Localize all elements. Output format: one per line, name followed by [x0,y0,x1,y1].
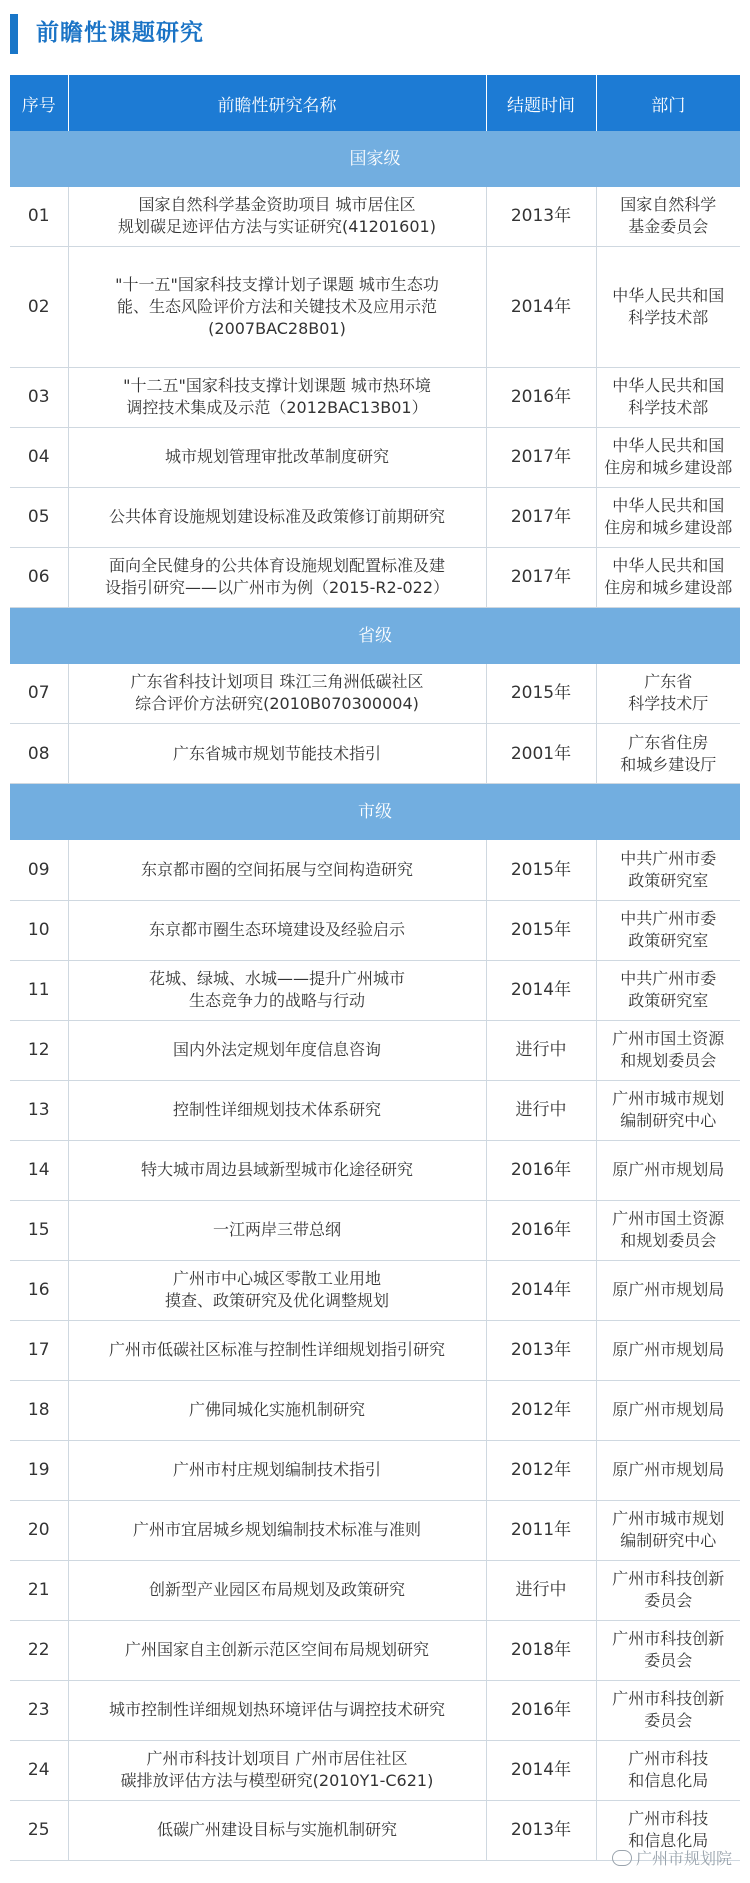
cell-no: 22 [10,1620,68,1680]
cell-dept: 原广州市规划局 [596,1260,740,1320]
cell-dept: 中华人民共和国 住房和城乡建设部 [596,427,740,487]
page-title: 前瞻性课题研究 [36,20,204,46]
table-row [10,1680,740,1740]
cell-time: 2015年 [486,900,596,960]
page-header [0,0,750,70]
cell-no: 24 [10,1740,68,1800]
table-row [10,367,740,427]
cell-time: 2013年 [486,1320,596,1380]
cell-time: 2012年 [486,1440,596,1500]
table-row [10,1620,740,1680]
section-row [10,607,740,664]
table-row [10,187,740,246]
cell-dept: 原广州市规划局 [596,1440,740,1500]
cell-time: 2014年 [486,246,596,367]
section-row [10,131,740,187]
cell-name: 城市规划管理审批改革制度研究 [68,427,486,487]
title-accent-bar [10,14,18,54]
table-row [10,1020,740,1080]
cell-no: 13 [10,1080,68,1140]
cell-no: 08 [10,724,68,784]
table-row [10,1560,740,1620]
watermark [612,1846,732,1869]
cell-no: 09 [10,840,68,900]
cell-name: 特大城市周边县域新型城市化途径研究 [68,1140,486,1200]
cell-no: 15 [10,1200,68,1260]
table-row [10,427,740,487]
cell-no: 07 [10,664,68,724]
cell-dept: 广东省 科学技术厅 [596,664,740,724]
cell-time: 2016年 [486,367,596,427]
cell-name: 一江两岸三带总纲 [68,1200,486,1260]
cell-name: 广州市宜居城乡规划编制技术标准与准则 [68,1500,486,1560]
cell-time: 2013年 [486,1800,596,1860]
cell-dept: 广州市科技 和信息化局 [596,1740,740,1800]
cell-dept: 中华人民共和国 住房和城乡建设部 [596,487,740,547]
cell-dept: 中共广州市委 政策研究室 [596,900,740,960]
cell-name: 控制性详细规划技术体系研究 [68,1080,486,1140]
cell-dept: 广州市国土资源 和规划委员会 [596,1200,740,1260]
cell-no: 02 [10,246,68,367]
cell-name: 国内外法定规划年度信息咨询 [68,1020,486,1080]
table-row [10,547,740,607]
cell-dept: 广州市科技创新 委员会 [596,1680,740,1740]
cell-name: 面向全民健身的公共体育设施规划配置标准及建 设指引研究——以广州市为例（2015-R2-022） [68,547,486,607]
cell-dept: 广东省住房 和城乡建设厅 [596,724,740,784]
cell-dept: 原广州市规划局 [596,1140,740,1200]
table-row [10,487,740,547]
cell-no: 19 [10,1440,68,1500]
section-row [10,784,740,841]
cell-dept: 国家自然科学 基金委员会 [596,187,740,246]
cell-no: 23 [10,1680,68,1740]
cell-dept: 广州市国土资源 和规划委员会 [596,1020,740,1080]
cell-name: 创新型产业园区布局规划及政策研究 [68,1560,486,1620]
cell-name: "十二五"国家科技支撑计划课题 城市热环境 调控技术集成及示范（2012BAC13B01） [68,367,486,427]
cell-dept: 广州市科技创新 委员会 [596,1560,740,1620]
cell-time: 2015年 [486,664,596,724]
cell-no: 04 [10,427,68,487]
table-row [10,1140,740,1200]
cell-time: 2001年 [486,724,596,784]
table-row [10,1260,740,1320]
cell-time: 进行中 [486,1020,596,1080]
table-row [10,1740,740,1800]
cell-time: 2011年 [486,1500,596,1560]
cell-name: 广州市村庄规划编制技术指引 [68,1440,486,1500]
column-header-dept: 部门 [596,75,740,131]
cell-name: 国家自然科学基金资助项目 城市居住区 规划碳足迹评估方法与实证研究(41201601) [68,187,486,246]
table-row [10,664,740,724]
cell-name: 广州市中心城区零散工业用地 摸查、政策研究及优化调整规划 [68,1260,486,1320]
column-header-no: 序号 [10,75,68,131]
cell-time: 进行中 [486,1080,596,1140]
cell-no: 20 [10,1500,68,1560]
cell-name: 低碳广州建设目标与实施机制研究 [68,1800,486,1860]
cell-name: 广州市低碳社区标准与控制性详细规划指引研究 [68,1320,486,1380]
section-label: 市级 [10,784,740,841]
table-row [10,1200,740,1260]
cell-no: 05 [10,487,68,547]
table-row [10,840,740,900]
cell-dept: 中华人民共和国 科学技术部 [596,367,740,427]
cell-name: 广东省城市规划节能技术指引 [68,724,486,784]
table-row [10,1380,740,1440]
cell-dept: 广州市城市规划 编制研究中心 [596,1500,740,1560]
cell-dept: 广州市科技创新 委员会 [596,1620,740,1680]
cell-name: 广东省科技计划项目 珠江三角洲低碳社区 综合评价方法研究(2010B070300004) [68,664,486,724]
cell-no: 11 [10,960,68,1020]
table-row [10,246,740,367]
cell-name: 公共体育设施规划建设标准及政策修订前期研究 [68,487,486,547]
table-row [10,1080,740,1140]
column-header-time: 结题时间 [486,75,596,131]
research-table [10,75,740,1861]
cell-dept: 原广州市规划局 [596,1380,740,1440]
cell-time: 2016年 [486,1140,596,1200]
cell-name: 花城、绿城、水城——提升广州城市 生态竞争力的战略与行动 [68,960,486,1020]
table-row [10,1440,740,1500]
cell-no: 12 [10,1020,68,1080]
cell-time: 2018年 [486,1620,596,1680]
cell-no: 16 [10,1260,68,1320]
cell-dept: 原广州市规划局 [596,1320,740,1380]
cell-no: 25 [10,1800,68,1860]
cell-no: 10 [10,900,68,960]
section-label: 国家级 [10,131,740,187]
cell-no: 17 [10,1320,68,1380]
cell-dept: 中华人民共和国 住房和城乡建设部 [596,547,740,607]
cell-name: 城市控制性详细规划热环境评估与调控技术研究 [68,1680,486,1740]
table-row [10,1320,740,1380]
cell-time: 2017年 [486,487,596,547]
cell-name: 东京都市圈生态环境建设及经验启示 [68,900,486,960]
cell-no: 06 [10,547,68,607]
cell-time: 2014年 [486,1260,596,1320]
cell-no: 21 [10,1560,68,1620]
table-body [10,131,740,1860]
table-row [10,1500,740,1560]
cell-time: 2014年 [486,960,596,1020]
cell-time: 进行中 [486,1560,596,1620]
cell-time: 2017年 [486,427,596,487]
cell-name: 广佛同城化实施机制研究 [68,1380,486,1440]
section-label: 省级 [10,607,740,664]
cell-name: "十一五"国家科技支撑计划子课题 城市生态功 能、生态风险评价方法和关键技术及应用示范 (2007BAC28B01) [68,246,486,367]
cell-name: 广州市科技计划项目 广州市居住社区 碳排放评估方法与模型研究(2010Y1-C621) [68,1740,486,1800]
cell-time: 2012年 [486,1380,596,1440]
cell-time: 2016年 [486,1200,596,1260]
wechat-icon [612,1850,632,1866]
cell-dept: 中华人民共和国 科学技术部 [596,246,740,367]
cell-time: 2015年 [486,840,596,900]
column-header-name: 前瞻性研究名称 [68,75,486,131]
table-header-row [10,75,740,131]
table-row [10,724,740,784]
cell-dept: 中共广州市委 政策研究室 [596,960,740,1020]
cell-time: 2017年 [486,547,596,607]
cell-time: 2013年 [486,187,596,246]
cell-name: 广州国家自主创新示范区空间布局规划研究 [68,1620,486,1680]
cell-no: 18 [10,1380,68,1440]
cell-no: 14 [10,1140,68,1200]
cell-dept: 广州市城市规划 编制研究中心 [596,1080,740,1140]
table-row [10,900,740,960]
cell-no: 01 [10,187,68,246]
table-row [10,960,740,1020]
cell-dept: 广州市科技 和信息化局 [596,1800,740,1860]
watermark-text: 广州市规划院 [635,1849,732,1868]
cell-dept: 中共广州市委 政策研究室 [596,840,740,900]
cell-no: 03 [10,367,68,427]
cell-time: 2014年 [486,1740,596,1800]
cell-time: 2016年 [486,1680,596,1740]
cell-name: 东京都市圈的空间拓展与空间构造研究 [68,840,486,900]
